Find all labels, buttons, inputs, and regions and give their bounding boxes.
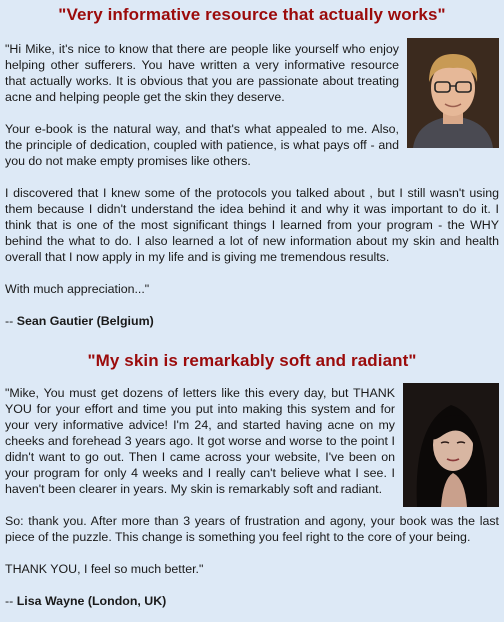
testimonial-paragraph: I discovered that I knew some of the protocols you talked about , but I still wasn't using them because I didn't understand the idea behind it and why it was important to do it. I think that is one of the most significant things I learned from your program - the WHY behind the what to do. I also learned a lot of new information about my skin and health overall that I now apply in my life and is giving me tremendous results.	[5, 186, 499, 264]
testimonial-signature	[5, 593, 499, 609]
testimonial-signature	[5, 313, 499, 329]
testimonial-heading: "My skin is remarkably soft and radiant"	[87, 351, 417, 370]
signature-name: Lisa Wayne (London, UK)	[16, 594, 167, 608]
signature-prefix: --	[5, 314, 17, 328]
testimonial-paragraph: THANK YOU, I feel so much better."	[5, 562, 204, 576]
testimonial-2	[5, 351, 499, 609]
testimonial-paragraph: "Mike, You must get dozens of letters like this every day, but THANK YOU for your effort and time you put into making this system and for your very informative advice! I'm 24, and started having acne on my cheeks and forehead 3 years ago. It got worse and worse to the point I didn't want to go out. Then I came across your website, I've been on your program for only 4 weeks and I really can't believe what I see. I haven't been clearer in years. My skin is remarkably soft and radiant.	[5, 386, 395, 496]
testimonial-paragraph: So: thank you. After more than 3 years of frustration and agony, your book was the last piece of the puzzle. This change is something you feel right to the core of your being.	[5, 514, 499, 544]
testimonial-heading: "Very informative resource that actually works"	[58, 5, 446, 24]
portrait-photo-man	[407, 38, 499, 148]
signature-prefix: --	[5, 594, 17, 608]
portrait-photo-woman	[403, 383, 499, 507]
testimonial-paragraph: With much appreciation..."	[5, 282, 150, 296]
signature-name: Sean Gautier (Belgium)	[16, 314, 154, 328]
testimonial-paragraph: "Hi Mike, it's nice to know that there are people like yourself who enjoy helping other sufferers. You have written a very informative resource that actually works. It is obvious that you are passionate about treating acne and helping people get the skin they deserve.	[5, 42, 399, 104]
testimonial-paragraph: Your e-book is the natural way, and that's what appealed to me. Also, the principle of dedication, coupled with patience, is what pays off - and you do not make empty promises like others.	[5, 122, 399, 168]
testimonial-body	[5, 41, 499, 329]
testimonial-1	[5, 0, 499, 329]
testimonial-body	[5, 385, 499, 609]
